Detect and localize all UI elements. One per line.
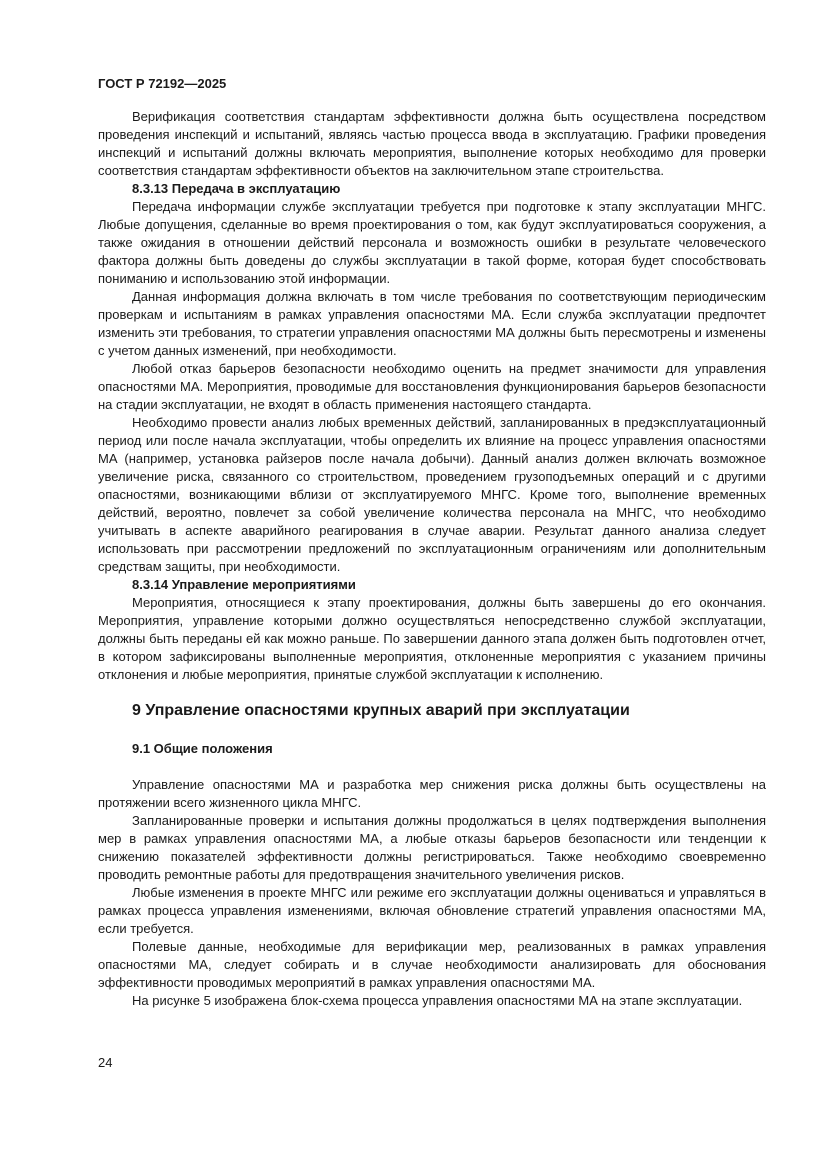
paragraph: Верификация соответствия стандартам эффективности должна быть осуществлена посредством проведения инспекций и испытаний, являясь частью процесса ввода в эксплуатацию. Графики проведения инспекций и испытаний должны включать мероприятия, выполнение которых необходимо для проверки соответствия стандартам эффективности объектов на заключительном этапе строительства. <box>98 109 766 178</box>
subsection-heading-9-1: 9.1 Общие положения <box>132 741 273 756</box>
paragraph: Любой отказ барьеров безопасности необходимо оценить на предмет значимости для управления опасностями МА. Мероприятия, проводимые для восстановления функционирования барьеров безопасности на стадии эксплуатации, не входят в область применения настоящего стандарта. <box>98 361 766 412</box>
page-body <box>98 108 766 1010</box>
paragraph: Полевые данные, необходимые для верификации мер, реализованных в рамках управления опасностями МА, следует собирать и в случае необходимости анализировать для обоснования эффективности проводимых мероприятий в рамках управления опасностями МА. <box>98 939 766 990</box>
paragraph: Передача информации службе эксплуатации требуется при подготовке к этапу эксплуатации МНГС. Любые допущения, сделанные во время проектирования о том, как будут эксплуатироваться сооружения, а также ожидания в отношении действий персонала и возможность ошибки в результате человеческого фактора должны быть доведены до службы эксплуатации в такой форме, которая будет способствовать пониманию и использованию этой информации. <box>98 199 766 286</box>
subsection-heading-8-3-14: 8.3.14 Управление мероприятиями <box>132 577 356 592</box>
paragraph: Любые изменения в проекте МНГС или режиме его эксплуатации должны оцениваться и управляться в рамках процесса управления изменениями, включая обновление стратегий управления опасностями МА, если требуется. <box>98 885 766 936</box>
paragraph: На рисунке 5 изображена блок-схема процесса управления опасностями МА на этапе эксплуатации. <box>132 993 743 1008</box>
paragraph: Необходимо провести анализ любых временных действий, запланированных в предэксплуатационный период или после начала эксплуатации, чтобы определить их влияние на процесс управления опасностями МА (например, установка райзеров после начала добычи). Данный анализ должен включать возможное увеличение риска, связанного со строительством, проведением грузоподъемных операций и с другими опасностями, возникающими вблизи от эксплуатируемого МНГС. Кроме того, выполнение временных действий, вероятно, повлечет за собой увеличение количества персонала на МНГС, что необходимо учитывать в аспекте аварийного реагирования в случае аварии. Результат данного анализа следует использовать при рассмотрении предложений по эксплуатационным ограничениям или дополнительным средствам защиты, при необходимости. <box>98 415 766 574</box>
paragraph: Управление опасностями МА и разработка мер снижения риска должны быть осуществлены на протяжении всего жизненного цикла МНГС. <box>98 777 766 810</box>
paragraph: Мероприятия, относящиеся к этапу проектирования, должны быть завершены до его окончания. Мероприятия, управление которыми должно осуществляться непосредственно службой эксплуатации, должны быть переданы ей как можно раньше. По завершении данного этапа должен быть подготовлен отчет, в котором зафиксированы выполненные мероприятия, отклоненные мероприятия с указанием причины отклонения и любые мероприятия, принятые службой эксплуатации к исполнению. <box>98 595 766 682</box>
paragraph: Данная информация должна включать в том числе требования по соответствующим периодическим проверкам и испытаниям в рамках управления опасностями МА. Если служба эксплуатации предпочтет изменить эти требования, то стратегии управления опасностями МА должны быть пересмотрены и изменены с учетом данных изменений, при необходимости. <box>98 289 766 358</box>
section-heading-9: 9 Управление опасностями крупных аварий при эксплуатации <box>132 702 630 719</box>
page-number: 24 <box>98 1055 113 1070</box>
paragraph: Запланированные проверки и испытания должны продолжаться в целях подтверждения выполнения мер в рамках управления опасностями МА, а любые отказы барьеров безопасности или тенденции к снижению показателей эффективности должны регистрироваться. Также необходимо своевременно проводить ремонтные работы для предотвращения значительного увеличения рисков. <box>98 813 766 882</box>
subsection-heading-8-3-13: 8.3.13 Передача в эксплуатацию <box>132 181 341 196</box>
document-code: ГОСТ Р 72192—2025 <box>98 76 227 91</box>
